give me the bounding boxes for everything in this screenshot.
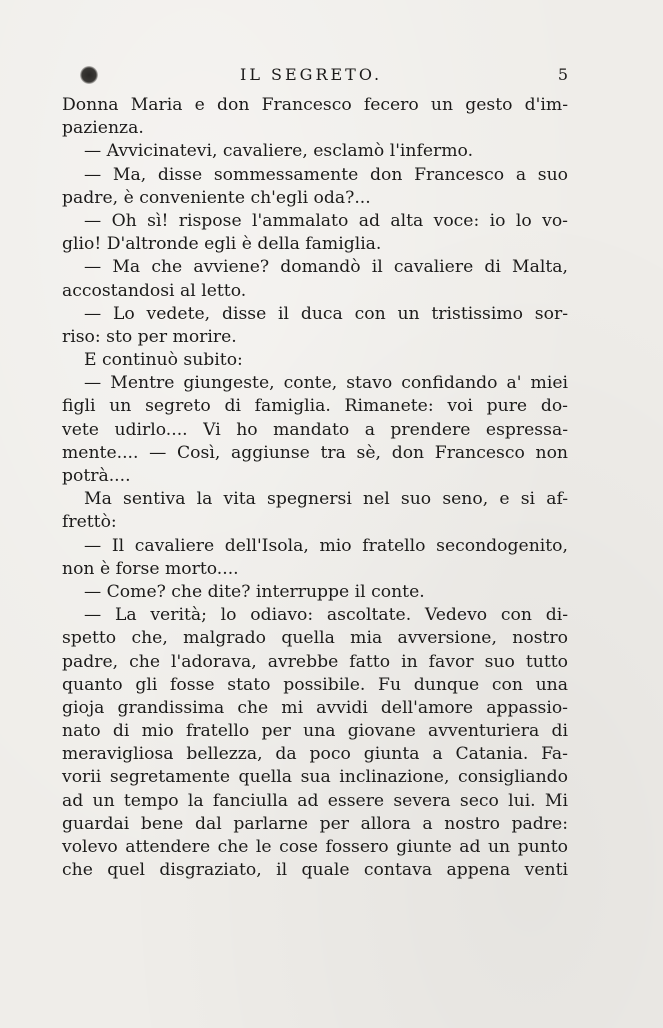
text-line: gioja grandissima che mi avvidi dell'amore appassio- <box>62 697 568 718</box>
text-line: Ma sentiva la vita spegnersi nel suo seno, e si af- <box>84 489 568 510</box>
text-line: vorii segretamente quella sua inclinazione, consigliando <box>62 767 568 788</box>
text-line: che quel disgraziato, il quale contava appena venti <box>62 860 568 881</box>
running-title: IL SEGRETO. <box>240 65 383 84</box>
page-number: 5 <box>557 65 568 84</box>
text-line: E continuò subito: <box>84 350 243 371</box>
text-line: accostandosi al letto. <box>62 280 247 301</box>
text-line: — Avvicinatevi, cavaliere, esclamò l'infermo. <box>84 141 474 162</box>
text-line: non è forse morto.... <box>62 558 239 579</box>
text-line: — Il cavaliere dell'Isola, mio fratello secondogenito, <box>84 535 568 556</box>
text-line: meravigliosa bellezza, da poco giunta a Catania. Fa- <box>62 744 568 765</box>
text-line: nato di mio fratello per una giovane avventuriera di <box>62 721 568 742</box>
text-line: Donna Maria e don Francesco fecero un gesto d'im- <box>62 95 568 115</box>
body-text <box>62 94 568 882</box>
text-line: — Mentre giungeste, conte, stavo confidando a' miei <box>84 373 568 394</box>
text-line: spetto che, malgrado quella mia avversione, nostro <box>62 628 568 649</box>
text-line: ad un tempo la fanciulla ad essere severa seco lui. Mi <box>62 790 568 811</box>
text-line: pazienza. <box>62 118 144 139</box>
text-line: riso: sto per morire. <box>62 326 237 347</box>
text-line: guardai bene dal parlarne per allora a nostro padre: <box>62 813 568 834</box>
text-line: — Ma che avviene? domandò il cavaliere di Malta, <box>84 257 568 278</box>
text-line: glio! D'altronde egli è della famiglia. <box>62 234 382 255</box>
text-line: — Lo vedete, disse il duca con un tristissimo sor- <box>84 303 568 324</box>
text-line: padre, che l'adorava, avrebbe fatto in favor suo tutto <box>62 651 568 672</box>
running-header <box>0 62 663 88</box>
text-line: — Oh sì! rispose l'ammalato ad alta voce: io lo vo- <box>84 210 568 231</box>
text-line: quanto gli fosse stato possibile. Fu dunque con una <box>62 674 568 695</box>
text-line: — Ma, disse sommessamente don Francesco a suo <box>84 164 568 185</box>
text-line: volevo attendere che le cose fossero giunte ad un punto <box>62 837 568 857</box>
text-line: frettò: <box>62 512 117 533</box>
text-line: vete udirlo.... Vi ho mandato a prendere espressa- <box>62 419 568 440</box>
text-line: potrà.... <box>62 466 131 486</box>
text-line: padre, è conveniente ch'egli oda?... <box>62 187 371 208</box>
text-line: figli un segreto di famiglia. Rimanete: voi pure do- <box>62 396 568 417</box>
text-line: — Come? che dite? interruppe il conte. <box>84 581 425 602</box>
text-line: mente.... — Così, aggiunse tra sè, don Francesco non <box>62 442 568 463</box>
text-line: — La verità; lo odiavo: ascoltate. Vedevo con di- <box>84 605 568 626</box>
